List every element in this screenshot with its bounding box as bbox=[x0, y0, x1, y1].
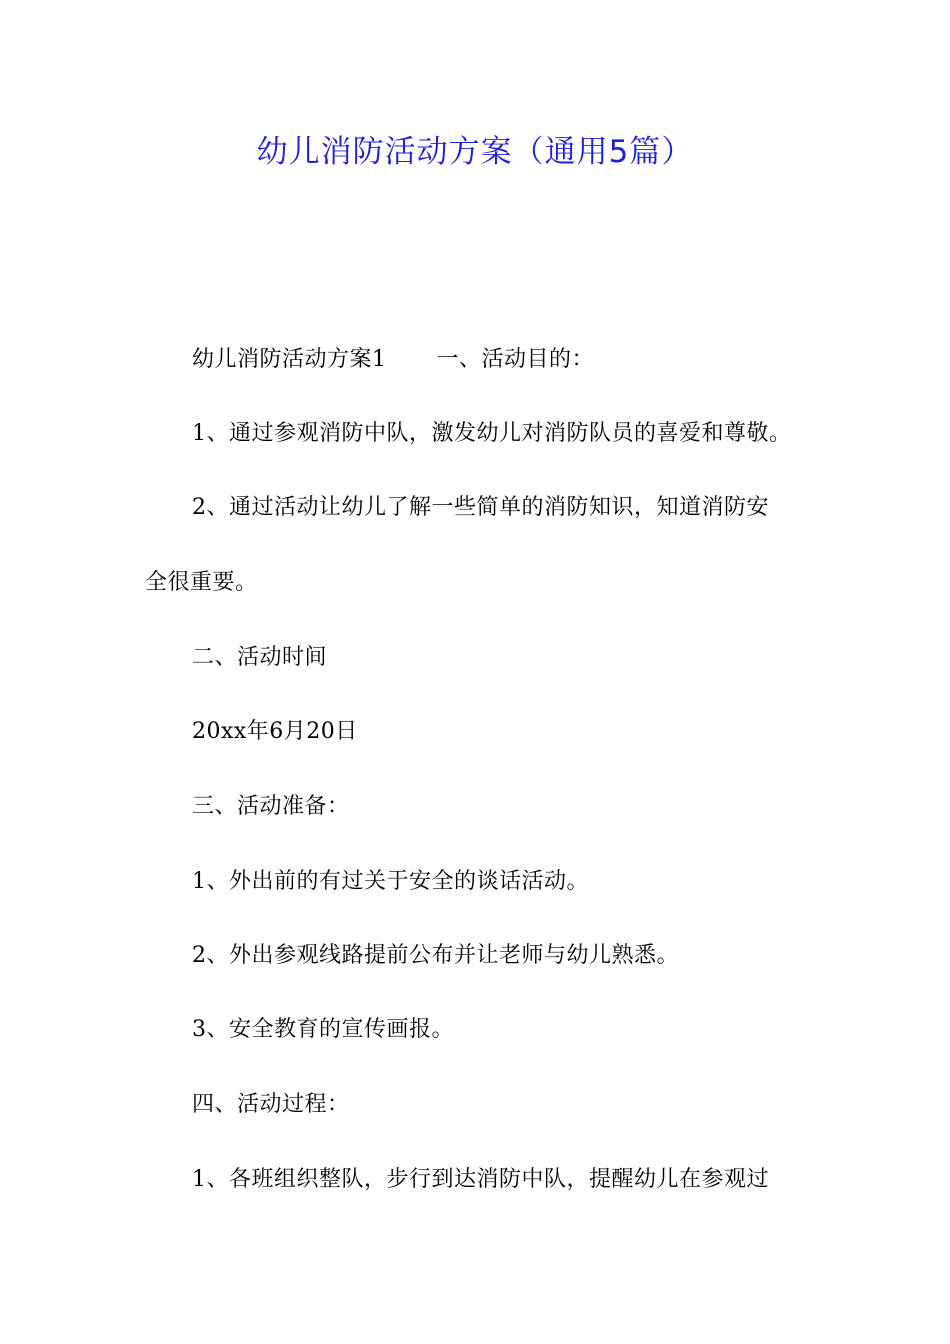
plan-heading: 幼儿消防活动方案1 bbox=[192, 347, 387, 372]
goal-2-paragraph-line1: 2、通过活动让幼儿了解一些简单的消防知识，知道消防安 bbox=[192, 495, 769, 520]
document-title: 幼儿消防活动方案（通用5篇） bbox=[256, 134, 694, 170]
prep-item-1: 1、外出前的有过关于安全的谈话活动。 bbox=[192, 869, 589, 894]
process-item-1-line1: 1、各班组织整队，步行到达消防中队，提醒幼儿在参观过 bbox=[192, 1167, 769, 1192]
activity-date: 20xx年6月20日 bbox=[192, 719, 358, 744]
goal-2-paragraph-line2: 全很重要。 bbox=[145, 570, 258, 595]
prep-item-2: 2、外出参观线路提前公布并让老师与幼儿熟悉。 bbox=[192, 943, 679, 968]
goal-1-paragraph: 1、通过参观消防中队，激发幼儿对消防队员的喜爱和尊敬。 bbox=[192, 421, 792, 446]
section3-heading: 三、活动准备： bbox=[192, 794, 350, 819]
plan-heading-line bbox=[192, 345, 594, 375]
section1-heading: 一、活动目的： bbox=[436, 347, 595, 372]
section4-heading: 四、活动过程： bbox=[192, 1092, 350, 1117]
prep-item-3: 3、安全教育的宣传画报。 bbox=[192, 1017, 454, 1042]
section2-heading: 二、活动时间 bbox=[192, 645, 328, 670]
